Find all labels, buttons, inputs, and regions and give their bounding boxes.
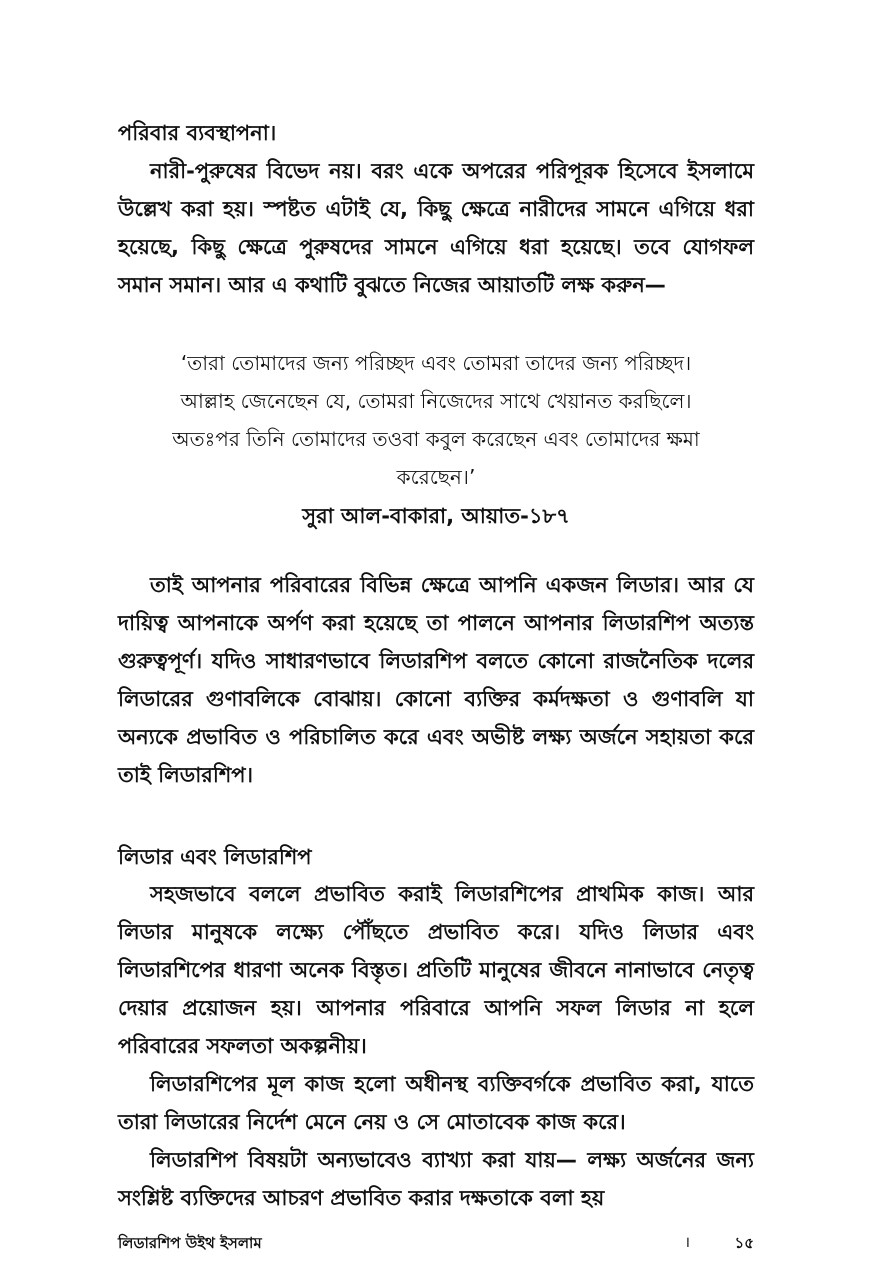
section-heading: লিডার এবং লিডারশিপ xyxy=(118,845,312,869)
leadership-block xyxy=(118,566,754,794)
paragraph-4: লিডারশিপের মূল কাজ হলো অধীনস্থ ব্যক্তিবর্গকে প্রভাবিত করা, যাতে তারা লিডারের নির্দেশ মেনে নেয় ও সে মোতাবেক কাজ করে। xyxy=(118,1072,754,1134)
footer-book-title: লিডারশিপ উইথ ইসলাম xyxy=(118,1234,262,1252)
page-number: ১৫ xyxy=(734,1234,754,1252)
paragraph-1: নারী-পুরুষের বিভেদ নয়। বরং একে অপরের পরিপূরক হিসেবে ইসলামে উল্লেখ করা হয়। স্পষ্টত এটাই যে, কিছু ক্ষেত্রে নারীদের সামনে এগিয়ে ধরা হয়েছে, কিছু ক্ষেত্রে পুরুষদের সামনে এগিয়ে ধরা হয়েছে। তবে যোগফল সমান সমান। আর এ কথাটি বুঝতে নিজের আয়াতটি লক্ষ করুন— xyxy=(118,159,754,297)
footer-separator: । xyxy=(684,1233,690,1251)
quran-quote xyxy=(118,344,754,496)
quote-line-3: অতঃপর তিনি তোমাদের তওবা কবুল করেছেন এবং তোমাদের ক্ষমা xyxy=(172,427,700,451)
paragraph-3: সহজভাবে বললে প্রভাবিত করাই লিডারশিপের প্রাথমিক কাজ। আর লিডার মানুষকে লক্ষ্যে পৌঁছতে প্রভাবিত করে। যদিও লিডার এবং লিডারশিপের ধারণা অনেক বিস্তৃত। প্রতিটি মানুষের জীবনে নানাভাবে নেতৃত্ব দেয়ার প্রয়োজন হয়। আপনার পরিবারে আপনি সফল লিডার না হলে পরিবারের সফলতা অকল্পনীয়। xyxy=(118,882,754,1058)
quote-line-1: ‘তারা তোমাদের জন্য পরিচ্ছদ এবং তোমরা তাদের জন্য পরিচ্ছদ। xyxy=(180,351,692,375)
leader-section-body xyxy=(118,875,754,1217)
quote-line-4: করেছেন।’ xyxy=(396,465,476,489)
paragraph-5: লিডারশিপ বিষয়টা অন্যভাবেও ব্যাখ্যা করা যায়— লক্ষ্য অর্জনের জন্য সংশ্লিষ্ট ব্যক্তিদের আচরণ প্রভাবিত করার দক্ষতাকে বলা হয় xyxy=(118,1148,754,1210)
quote-line-2: আল্লাহ জেনেছেন যে, তোমরা নিজেদের সাথে খেয়ানত করছিলে। xyxy=(180,389,692,413)
top-line: পরিবার ব্যবস্থাপনা। xyxy=(118,121,277,145)
page-footer xyxy=(118,1232,754,1254)
surah-reference: সুরা আল-বাকারা, আয়াত-১৮৭ xyxy=(302,504,570,528)
paragraph-2: তাই আপনার পরিবারের বিভিন্ন ক্ষেত্রে আপনি একজন লিডার। আর যে দায়িত্ব আপনাকে অর্পণ করা হয়েছে তা পালনে আপনার লিডারশিপ অত্যন্ত গুরুত্বপূর্ণ। যদিও সাধারণভাবে লিডারশিপ বলতে কোনো রাজনৈতিক দলের লিডারের গুণাবলিকে বোঝায়। কোনো ব্যক্তির কর্মদক্ষতা ও গুণাবলি যা অন্যকে প্রভাবিত ও পরিচালিত করে এবং অভীষ্ট লক্ষ্য অর্জনে সহায়তা করে তাই লিডারশিপ। xyxy=(118,573,754,787)
intro-block xyxy=(118,114,754,304)
